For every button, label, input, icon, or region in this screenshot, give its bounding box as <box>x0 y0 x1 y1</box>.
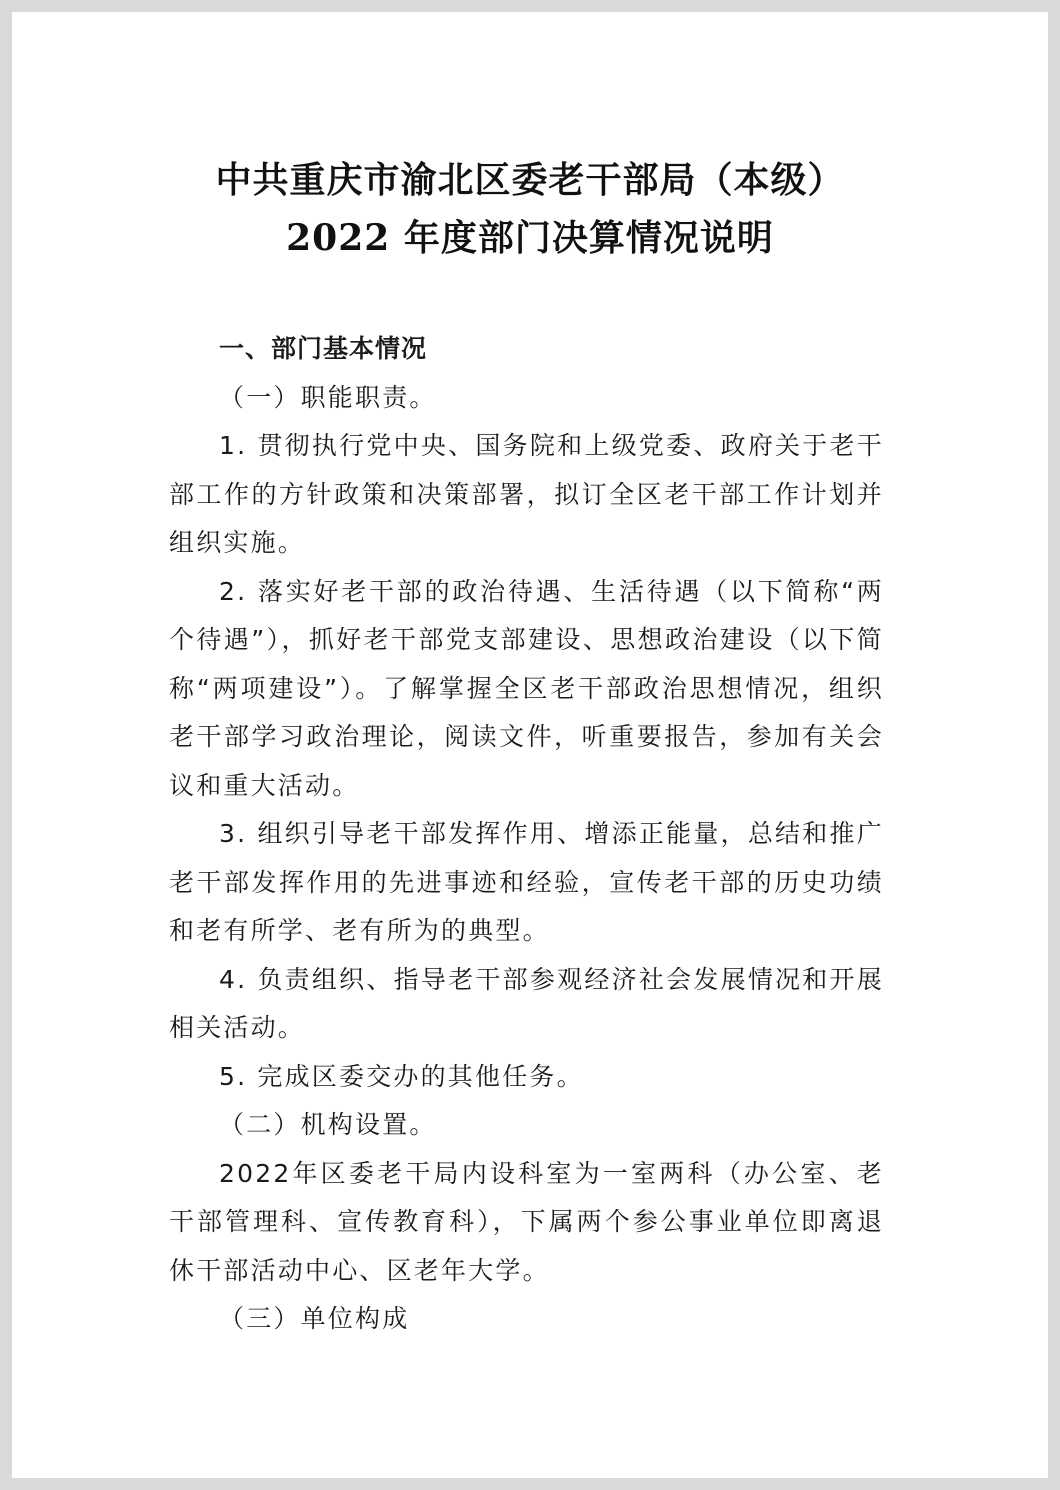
document-title-line1: 中共重庆市渝北区委老干部局（本级） <box>215 159 845 201</box>
subsection-heading-units: （三）单位构成 <box>219 1304 410 1333</box>
subsection-heading-functions: （一）职能职责。 <box>219 382 437 412</box>
section-heading-basic-info: 一、部门基本情况 <box>219 334 428 363</box>
function-item-1: 1. 贯彻执行党中央、国务院和上级党委、政府关于老干部工作的方针政策和决策部署，拟订全区老干部工作计划并组织实施。 <box>169 431 884 557</box>
organization-paragraph: 2022年区委老干局内设科室为一室两科（办公室、老干部管理科、宣传教育科），下属两个参公事业单位即离退休干部活动中心、区老年大学。 <box>169 1158 884 1285</box>
subsection-heading-organization: （二）机构设置。 <box>219 1110 437 1139</box>
document-page <box>12 12 1048 1478</box>
function-item-3: 3. 组织引导老干部发挥作用、增添正能量，总结和推广老干部发挥作用的先进事迹和经验，宣传老干部的历史功绩和老有所学、老有所为的典型。 <box>169 819 884 945</box>
function-item-4: 4. 负责组织、指导老干部参观经济社会发展情况和开展相关活动。 <box>169 964 884 1042</box>
document-title-line2: 2022 年度部门决算情况说明 <box>286 217 774 259</box>
function-item-5: 5. 完成区委交办的其他任务。 <box>219 1061 584 1091</box>
document-body <box>169 325 884 1344</box>
function-item-2: 2. 落实好老干部的政治待遇、生活待遇（以下简称“两个待遇”），抓好老干部党支部建设、思想政治建设（以下简称“两项建设”）。了解掌握全区老干部政治思想情况，组织老干部学习政治理论，阅读文件，听重要报告，参加有关会议和重大活动。 <box>169 576 884 800</box>
